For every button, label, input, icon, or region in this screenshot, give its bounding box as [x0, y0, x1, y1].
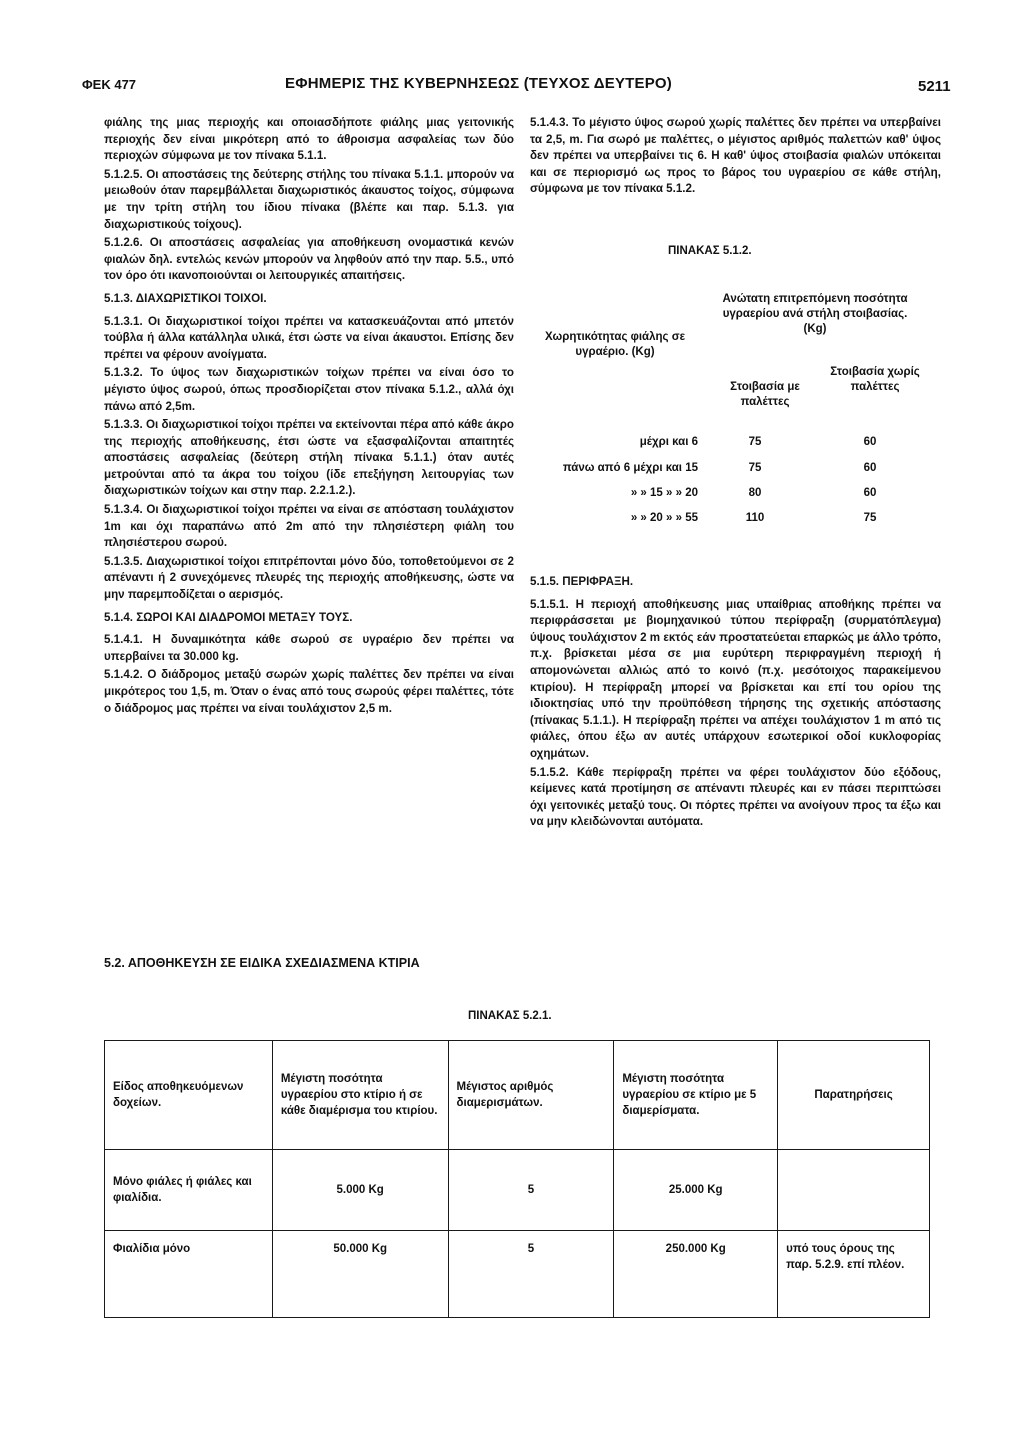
page-number: 5211	[918, 78, 951, 95]
without-pallets-cell: 60	[863, 487, 877, 499]
type-cell: Φιαλίδια μόνο	[105, 1231, 273, 1318]
table-521-title: ΠΙΝΑΚΑΣ 5.2.1.	[468, 1010, 552, 1022]
with-pallets-cell: 75	[748, 436, 762, 448]
table-row	[105, 1150, 930, 1231]
table-512-sub-with-pallets: Στοιβασία με παλέττες	[730, 381, 800, 408]
range-cell: » » 20 » » 55	[630, 512, 698, 524]
range-cell: πάνω από 6 μέχρι και 15	[562, 462, 698, 474]
section-heading: 5.1.5. ΠΕΡΙΦΡΑΞΗ.	[530, 575, 634, 588]
with-pallets-cell: 75	[748, 462, 762, 474]
header-cell: Μέγιστη ποσότητα υγραερίου σε κτίριο με 5 διαμερίσματα.	[614, 1041, 778, 1150]
paragraph: φιάλης της μιας περιοχής και οποιασδήποτε φιάλης μιας γειτονικής περιοχής δεν είναι μικρότερη από το άθροισμα ασφαλείας των δύο περιοχών σύμφωνα με τον πίνακα 5.1.1.	[104, 116, 514, 163]
range-cell: » » 15 » » 20	[630, 487, 698, 499]
paragraph: 5.1.2.5. Οι αποστάσεις της δεύτερης στήλης του πίνακα 5.1.1. μπορούν να μειωθούν όταν παρεμβάλλεται διαχωριστικός άκαυστος τοίχος, σύμφωνα με την τρίτη στήλη του ίδιου πίνακα (βλέπε και παρ. 5.1.3. για διαχωριστικούς τοίχους).	[104, 167, 514, 231]
paragraph: 5.1.3.4. Οι διαχωριστικοί τοίχοι πρέπει να είναι σε απόσταση τουλάχιστον 1m και όχι παραπάνω από 2m από την πλησιέστερη φιάλη του πλησιέστερου σωρού.	[104, 503, 514, 550]
paragraph: 5.1.3.3. Οι διαχωριστικοί τοίχοι πρέπει να εκτείνονται πέρα από κάθε άκρο της περιοχής αποθήκευσης, έτσι ώστε να εξασφαλίζονται απαιτητές αποστάσεις ασφαλείας (δεύτερη στήλη πίνακα 5.1.1.) όταν αυτές μετρούνται από τα άκρα του τοίχου (ίδε επεξήγηση λειτουργίας των διαχωριστικών τοίχων και στην παρ. 2.2.1.2.).	[104, 418, 514, 498]
paragraph: 5.1.5.1. Η περιοχή αποθήκευσης μιας υπαίθριας αποθήκης πρέπει να περιφράσσεται με βιομηχανικού τύπου περίφραξη (συρματόπλεγμα) ύψους τουλάχιστον 2 m εκτός εάν προστατεύεται επαρκώς με άλλο τρόπο, π.χ. βρίσκεται μέσα σε μια ευρύτερη περιφραγμένη περιοχή ή απομονώνεται αλλιώς από το κοινό (π.χ. μεσότοιχος παρακείμενου κτιρίου). Η περίφραξη μπορεί να βρίσκεται και επί του ορίου της ιδιοκτησίας υπό την προϋπόθεση τήρησης της σχετικής απόστασης (πίνακας 5.1.1.). Η περίφραξη πρέπει να απέχει τουλάχιστον 1 m από τις φιάλες, όπου έξω αν αυτές υπάρχουν εσωτερικοί οδοί κυκλοφορίας οχημάτων.	[530, 597, 941, 760]
notes-cell	[778, 1150, 930, 1231]
paragraph: 5.1.5.2. Κάθε περίφραξη πρέπει να φέρει τουλάχιστον δύο εξόδους, κείμενες κατά προτίμηση σε απέναντι πλευρές και εν πάσει περιπτώσει όχι γειτονικές μεταξύ τους. Οι πόρτες πρέπει να ανοίγουν προς τα έξω και να μην κλειδώνονται αυτόματα.	[530, 765, 941, 829]
table-header-row	[105, 1041, 930, 1150]
paragraph: 5.1.3.1. Οι διαχωριστικοί τοίχοι πρέπει να κατασκευάζονται από μπετόν τούβλα ή άλλα κατάλληλα υλικά, έτσι ώστε να είναι άκαυστοι. Επίσης δεν πρέπει να φέρουν ανοίγματα.	[104, 314, 514, 361]
without-pallets-cell: 60	[863, 462, 877, 474]
paragraph: 5.1.3.5. Διαχωριστικοί τοίχοι επιτρέπονται μόνο δύο, τοποθετούμενοι σε 2 απέναντι ή 2 συνεχόμενες πλευρές της περιοχής αποθήκευσης, ώστε να μην παρεμποδίζεται ο αερισμός.	[104, 554, 514, 602]
max-rooms-cell: 5	[448, 1231, 614, 1318]
without-pallets-cell: 75	[863, 512, 877, 524]
with-pallets-cell: 80	[748, 487, 762, 499]
right-column-top	[530, 115, 941, 200]
left-column	[104, 115, 514, 719]
header-cell: Παρατηρήσεις	[778, 1041, 930, 1150]
max-qty-cell: 50.000 Kg	[272, 1231, 448, 1318]
max-rooms-cell: 5	[448, 1150, 614, 1231]
table-512-col1-header: Χωρητικότητας φιάλης σε υγραέριο. (Kg)	[544, 331, 686, 358]
range-cell: μέχρι και 6	[639, 436, 698, 448]
table-row	[530, 462, 941, 482]
qty-5-cell: 250.000 Kg	[614, 1231, 778, 1318]
without-pallets-cell: 60	[863, 436, 877, 448]
right-column-bottom	[530, 568, 941, 833]
table-row	[105, 1231, 930, 1318]
header-cell: Είδος αποθηκευόμενων δοχείων.	[105, 1041, 273, 1150]
max-qty-cell: 5.000 Kg	[272, 1150, 448, 1231]
paragraph: 5.1.4.3. Το μέγιστο ύψος σωρού χωρίς παλέττες δεν πρέπει να υπερβαίνει τα 2,5, m. Για σωρό με παλέττες, ο μέγιστος αριθμός παλεττών καθ' ύψος δεν πρέπει να υπερβαίνει τις 6. Η καθ' ύψος στοιβασία φιαλών υπόκειται και σε περιορισμό ως προς το βάρος του υγραερίου σε κάθε στήλη, σύμφωνα με τον πίνακα 5.1.2.	[530, 116, 941, 196]
header-cell: Μέγιστος αριθμός διαμερισμάτων.	[448, 1041, 614, 1150]
gazette-title: ΕΦΗΜΕΡΙΣ ΤΗΣ ΚΥΒΕΡΝΗΣΕΩΣ (ΤΕΥΧΟΣ ΔΕΥΤΕΡΟ)	[285, 75, 672, 92]
table-512-sub-without-pallets: Στοιβασία χωρίς παλέττες	[830, 366, 920, 393]
section-52-heading: 5.2. ΑΠΟΘΗΚΕΥΣΗ ΣΕ ΕΙΔΙΚΑ ΣΧΕΔΙΑΣΜΕΝΑ ΚΤΙΡΙΑ	[104, 956, 420, 970]
qty-5-cell: 25.000 Kg	[614, 1150, 778, 1231]
type-cell: Μόνο φιάλες ή φιάλες και φιαλίδια.	[105, 1150, 273, 1231]
paragraph: 5.1.4.2. Ο διάδρομος μεταξύ σωρών χωρίς παλέττες δεν πρέπει να είναι μικρότερος του 1,5, m. Όταν ο ένας από τους σωρούς φέρει παλέττες, τότε ο διάδρομος μας πρέπει να είναι τουλάχιστον 2,5 m.	[104, 668, 514, 715]
table-row	[530, 512, 941, 532]
table-row	[530, 487, 941, 507]
paragraph: 5.1.4.1. Η δυναμικότητα κάθε σωρού σε υγραέριο δεν πρέπει να υπερβαίνει τα 30.000 kg.	[104, 633, 514, 663]
paragraph: 5.1.3.2. Το ύψος των διαχωριστικών τοίχων πρέπει να είναι όσο το μέγιστο ύψος σωρού, όπως προσδιορίζεται στον πίνακα 5.1.2., αλλά όχι πάνω από 2,5m.	[104, 366, 514, 413]
section-heading: 5.1.3. ΔΙΑΧΩΡΙΣΤΙΚΟΙ ΤΟΙΧΟΙ.	[104, 291, 267, 305]
table-row	[530, 436, 941, 456]
notes-cell: υπό τους όρους της παρ. 5.2.9. επί πλέον.	[778, 1231, 930, 1318]
paragraph: 5.1.2.6. Οι αποστάσεις ασφαλείας για αποθήκευση ονομαστικά κενών φιαλών δηλ. εντελώς κενών μπορούν να ληφθούν από την παρ. 5.5., υπό τον όρο ότι ικανοποιούνται οι λειτουργικές απαιτήσεις.	[104, 236, 514, 283]
table-512-title: ΠΙΝΑΚΑΣ 5.1.2.	[668, 245, 752, 257]
table-521	[104, 1040, 930, 1318]
table-512-col2-header: Ανώτατη επιτρεπόμενη ποσότητα υγραερίου ανά στήλη στοιβασίας. (Kg)	[722, 293, 908, 335]
gazette-issue-number: ΦΕΚ 477	[82, 77, 137, 92]
header-cell: Μέγιστη ποσότητα υγραερίου στο κτίριο ή σε κάθε διαμέρισμα του κτιρίου.	[272, 1041, 448, 1150]
with-pallets-cell: 110	[745, 512, 765, 524]
section-heading: 5.1.4. ΣΩΡΟΙ ΚΑΙ ΔΙΑΔΡΟΜΟΙ ΜΕΤΑΞΥ ΤΟΥΣ.	[104, 610, 353, 624]
